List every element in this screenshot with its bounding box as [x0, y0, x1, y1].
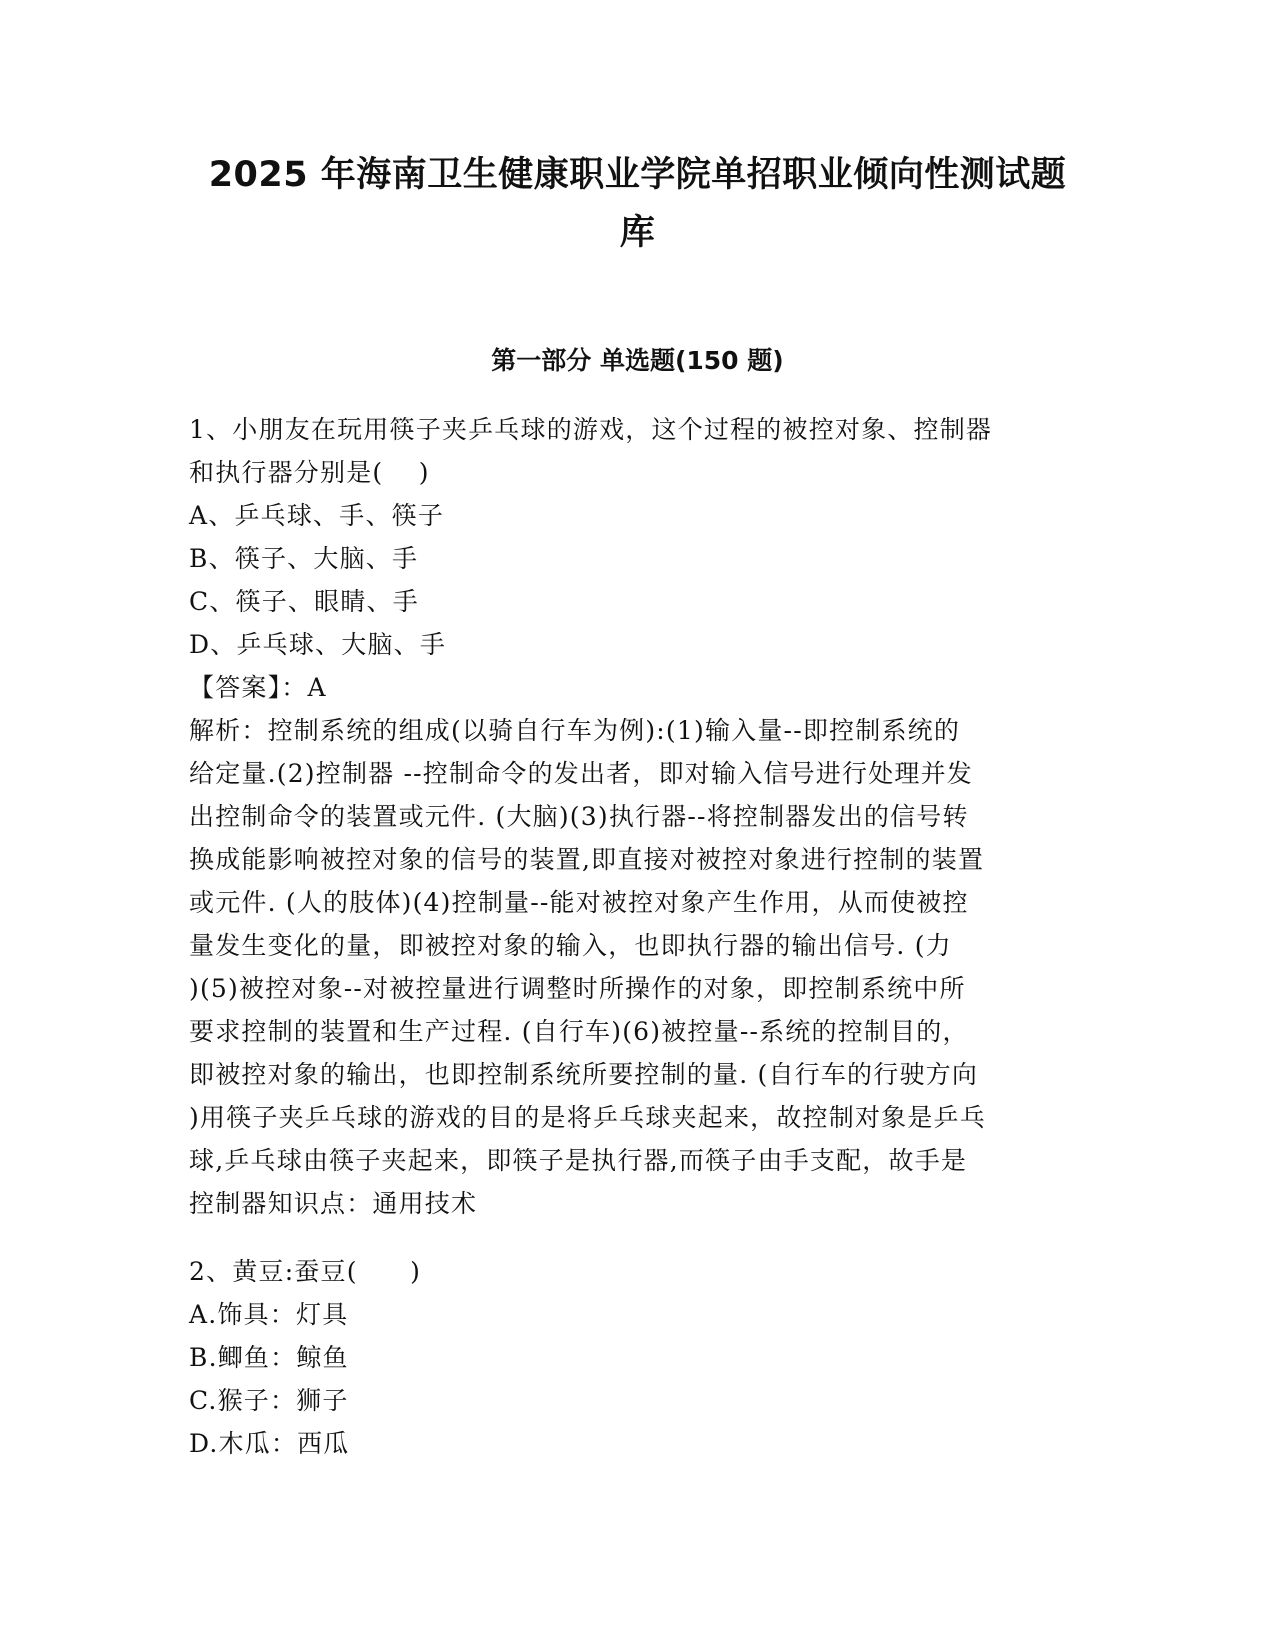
- question-1-explanation-line-7: )(5)被控对象--对被控量进行调整时所操作的对象，即控制系统中所: [189, 974, 966, 1003]
- question-2-option-b: B.鲫鱼：鲸鱼: [189, 1343, 349, 1372]
- question-1-explanation-line-12: 控制器知识点：通用技术: [189, 1189, 478, 1218]
- question-1-answer: 【答案】：A: [189, 673, 327, 702]
- question-1-stem-line-1: 1、小朋友在玩用筷子夹乒乓球的游戏，这个过程的被控对象、控制器: [189, 415, 993, 444]
- question-1-explanation-line-8: 要求控制的装置和生产过程. (自行车)(6)被控量--系统的控制目的，: [189, 1017, 969, 1046]
- question-1-explanation-line-4: 换成能影响被控对象的信号的装置,即直接对被控对象进行控制的装置: [189, 845, 985, 874]
- question-1-explanation-line-3: 出控制命令的装置或元件. (大脑)(3)执行器--将控制器发出的信号转: [189, 802, 969, 831]
- question-1-stem-line-2: 和执行器分别是( ): [189, 458, 430, 487]
- question-2: [189, 1250, 1089, 1465]
- question-2-option-c: C.猴子：狮子: [189, 1386, 349, 1415]
- question-1-explanation-line-9: 即被控对象的输出，也即控制系统所要控制的量. (自行车的行驶方向: [189, 1060, 979, 1089]
- question-1: [189, 408, 1089, 1225]
- question-1-explanation-line-2: 给定量.(2)控制器 --控制命令的发出者，即对输入信号进行处理并发: [189, 759, 974, 788]
- question-1-option-a: A、乒乓球、手、筷子: [189, 501, 445, 530]
- document-title-line-2: 库: [619, 213, 656, 253]
- question-1-option-d: D、乒乓球、大脑、手: [189, 630, 447, 659]
- question-2-option-a: A.饰具：灯具: [189, 1300, 349, 1329]
- question-1-explanation-line-6: 量发生变化的量，即被控对象的输入，也即执行器的输出信号. (力: [189, 931, 952, 960]
- question-2-option-d: D.木瓜：西瓜: [189, 1429, 350, 1458]
- question-1-explanation-line-5: 或元件. (人的肢体)(4)控制量--能对被控对象产生作用，从而使被控: [189, 888, 969, 917]
- question-1-explanation-line-11: 球,乒乓球由筷子夹起来，即筷子是执行器,而筷子由手支配，故手是: [189, 1146, 968, 1175]
- question-1-option-b: B、筷子、大脑、手: [189, 544, 419, 573]
- question-1-explanation-line-1: 解析：控制系统的组成(以骑自行车为例):(1)输入量--即控制系统的: [189, 716, 961, 745]
- document-title-line-1: 2025 年海南卫生健康职业学院单招职业倾向性测试题: [208, 155, 1067, 195]
- question-1-explanation-line-10: )用筷子夹乒乓球的游戏的目的是将乒乓球夹起来，故控制对象是乒乓: [189, 1103, 986, 1132]
- section-heading: 第一部分 单选题(150 题): [491, 346, 784, 375]
- question-2-stem-line-1: 2、黄豆:蚕豆( ): [189, 1257, 422, 1286]
- question-1-option-c: C、筷子、眼睛、手: [189, 587, 419, 616]
